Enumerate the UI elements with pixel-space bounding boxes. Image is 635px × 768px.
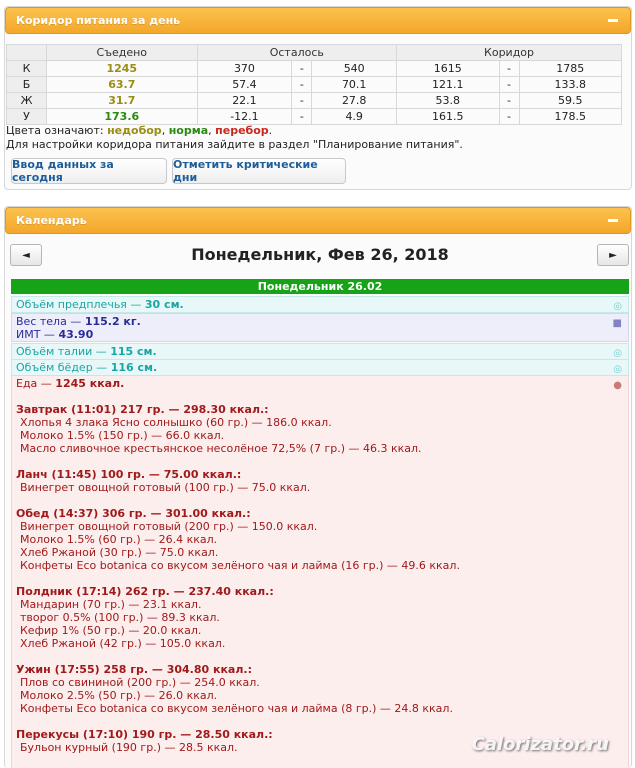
- measure-waist[interactable]: [11, 343, 629, 360]
- dash: -: [499, 77, 519, 93]
- meal-item: творог 0.5% (100 гр.) — 89.3 ккал.: [20, 611, 220, 624]
- corr-from: 161.5: [397, 109, 499, 125]
- day-header: Понедельник 26.02: [11, 279, 629, 294]
- dash: -: [499, 93, 519, 109]
- arrow-right-icon: ►: [609, 249, 617, 261]
- corridor-hint: Для настройки коридора питания зайдите в раздел "Планирование питания".: [6, 138, 463, 151]
- measure-label: Объём талии —: [16, 345, 111, 358]
- corr-to: 178.5: [519, 109, 621, 125]
- eaten-value: 173.6: [47, 109, 198, 125]
- enter-today-button[interactable]: Ввод данных за сегодня: [11, 158, 167, 184]
- dash: -: [499, 109, 519, 125]
- watermark: Calorizator.ru: [471, 734, 609, 755]
- legend-ok: норма: [168, 124, 209, 137]
- corr-to: 1785: [519, 61, 621, 77]
- apple-icon: ●: [613, 380, 622, 391]
- meal-header: Ужин (17:55) 258 гр. — 304.80 ккал.:: [16, 663, 252, 676]
- left-to: 4.9: [312, 109, 397, 125]
- row-label: Б: [7, 77, 47, 93]
- corr-to: 133.8: [519, 77, 621, 93]
- table-row: [7, 77, 622, 93]
- bmi-label: ИМТ —: [16, 328, 59, 341]
- meal-header: Ланч (11:45) 100 гр. — 75.00 ккал.:: [16, 468, 242, 481]
- eaten-value: 1245: [47, 61, 198, 77]
- meal-item: Масло сливочное крестьянское несолёное 72,5% (7 гр.) — 46.3 ккал.: [20, 442, 422, 455]
- weight-label: Вес тела —: [16, 315, 85, 328]
- food-label: Еда —: [16, 377, 56, 390]
- measure-hips[interactable]: [11, 359, 629, 376]
- table-row: [7, 109, 622, 125]
- food-entry[interactable]: [11, 375, 629, 768]
- legend-end: .: [268, 124, 273, 137]
- legend-line: [6, 124, 463, 138]
- collapse-icon[interactable]: [608, 219, 618, 222]
- bmi-line: [16, 328, 624, 341]
- meal-item: Молоко 1.5% (60 гр.) — 26.4 ккал.: [20, 533, 218, 546]
- meal-item: Конфеты Eco botanica со вкусом зелёного чая и лайма (8 гр.) — 24.8 ккал.: [20, 702, 453, 715]
- meal-header: Полдник (17:14) 262 гр. — 237.40 ккал.:: [16, 585, 274, 598]
- table-row: [7, 93, 622, 109]
- meal-header: Перекусы (17:10) 190 гр. — 28.50 ккал.:: [16, 728, 273, 741]
- left-from: 370: [197, 61, 292, 77]
- dash: -: [292, 61, 312, 77]
- header-eaten: Съедено: [47, 45, 198, 61]
- scale-icon: ■: [612, 318, 622, 329]
- left-from: -12.1: [197, 109, 292, 125]
- tape-icon: ◎: [613, 301, 622, 312]
- legend-low: недобор: [107, 124, 162, 137]
- meal-item: Мандарин (70 гр.) — 23.1 ккал.: [20, 598, 202, 611]
- dash: -: [499, 61, 519, 77]
- mark-critical-days-button[interactable]: Отметить критические дни: [172, 158, 346, 184]
- meal-item: Винегрет овощной готовый (200 гр.) — 150.0 ккал.: [20, 520, 318, 533]
- meal-item: Хлопья 4 злака Ясно солнышко (60 гр.) — 186.0 ккал.: [20, 416, 332, 429]
- corner-cell: [7, 45, 47, 61]
- table-row: [7, 61, 622, 77]
- tape-icon: ◎: [613, 348, 622, 359]
- dash: -: [292, 93, 312, 109]
- legend-sep: ,: [161, 124, 169, 137]
- arrow-left-icon: ◄: [22, 249, 30, 261]
- measure-forearm[interactable]: [11, 296, 629, 313]
- meal-item: Бульон курный (190 гр.) — 28.5 ккал.: [20, 741, 238, 754]
- corridor-panel-header[interactable]: [5, 7, 631, 34]
- left-from: 22.1: [197, 93, 292, 109]
- meal-item: Хлеб Ржаной (42 гр.) — 105.0 ккал.: [20, 637, 226, 650]
- eaten-value: 63.7: [47, 77, 198, 93]
- dash: -: [292, 77, 312, 93]
- calendar-panel-header[interactable]: [5, 207, 631, 234]
- prev-day-button[interactable]: [10, 244, 42, 266]
- corr-to: 59.5: [519, 93, 621, 109]
- header-left: Осталось: [197, 45, 397, 61]
- corr-from: 121.1: [397, 77, 499, 93]
- meal-item: Плов со свининой (200 гр.) — 254.0 ккал.: [20, 676, 260, 689]
- meal-item: Хлеб Ржаной (30 гр.) — 75.0 ккал.: [20, 546, 219, 559]
- weight-value: 115.2 кг.: [84, 315, 141, 328]
- meal-header: Обед (14:37) 306 гр. — 301.00 ккал.:: [16, 507, 251, 520]
- color-legend: [6, 124, 463, 152]
- corr-from: 53.8: [397, 93, 499, 109]
- meal-item: Винегрет овощной готовый (100 гр.) — 75.0 ккал.: [20, 481, 311, 494]
- calendar-panel-title: Календарь: [16, 214, 87, 227]
- left-to: 70.1: [312, 77, 397, 93]
- meal-item: Кефир 1% (50 гр.) — 20.0 ккал.: [20, 624, 202, 637]
- date-title: Понедельник, Фев 26, 2018: [191, 245, 449, 264]
- header-corridor: Коридор: [397, 45, 622, 61]
- measure-label: Объём предплечья —: [16, 298, 145, 311]
- weight-line: [16, 315, 624, 328]
- weight-entry[interactable]: [11, 313, 629, 342]
- measure-label: Объём бёдер —: [16, 361, 111, 374]
- row-label: У: [7, 109, 47, 125]
- measure-value: 116 см.: [110, 361, 158, 374]
- next-day-button[interactable]: [597, 244, 629, 266]
- measure-value: 30 см.: [144, 298, 184, 311]
- row-label: К: [7, 61, 47, 77]
- food-line: [16, 377, 624, 390]
- legend-prefix: Цвета означают:: [6, 124, 108, 137]
- meal-header: Завтрак (11:01) 217 гр. — 298.30 ккал.:: [16, 403, 269, 416]
- corridor-table: [6, 44, 622, 125]
- left-to: 540: [312, 61, 397, 77]
- left-to: 27.8: [312, 93, 397, 109]
- collapse-icon[interactable]: [608, 19, 618, 22]
- tape-icon: ◎: [613, 364, 622, 375]
- bmi-value: 43.90: [58, 328, 94, 341]
- meal-item: Молоко 1.5% (150 гр.) — 66.0 ккал.: [20, 429, 225, 442]
- food-value: 1245 ккал.: [55, 377, 125, 390]
- row-label: Ж: [7, 93, 47, 109]
- legend-sep: ,: [208, 124, 216, 137]
- measure-value: 115 см.: [110, 345, 157, 358]
- corridor-panel-title: Коридор питания за день: [16, 14, 181, 27]
- legend-over: перебор: [215, 124, 269, 137]
- meal-item: Конфеты Eco botanica со вкусом зелёного чая и лайма (16 гр.) — 49.6 ккал.: [20, 559, 460, 572]
- dash: -: [292, 109, 312, 125]
- left-from: 57.4: [197, 77, 292, 93]
- eaten-value: 31.7: [47, 93, 198, 109]
- corr-from: 1615: [397, 61, 499, 77]
- meal-item: Молоко 2.5% (50 гр.) — 26.0 ккал.: [20, 689, 218, 702]
